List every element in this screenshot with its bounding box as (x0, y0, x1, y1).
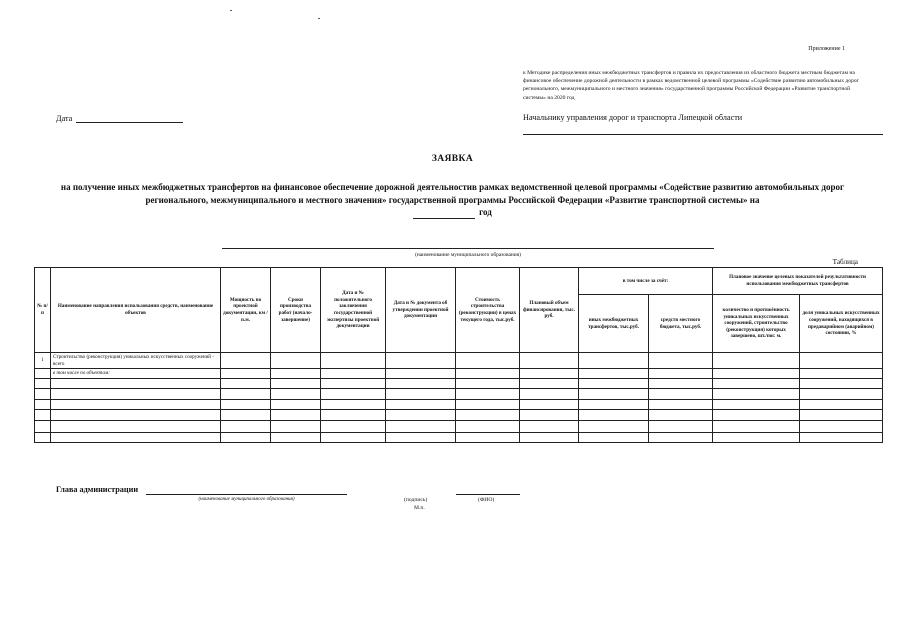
document-subtitle (30, 181, 875, 219)
table-cell[interactable] (51, 378, 221, 388)
row1-num: 1 (35, 353, 51, 369)
table-cell[interactable] (713, 399, 800, 409)
table-cell[interactable] (51, 388, 221, 399)
table-cell[interactable] (713, 369, 800, 379)
header-incl-local: средств местного бюджета, тыс.руб. (649, 295, 713, 353)
table-cell[interactable] (456, 388, 520, 399)
header-name: Наименование направления использования средств, наименование объектов (51, 268, 221, 353)
table-cell[interactable] (800, 388, 883, 399)
table-cell[interactable] (221, 378, 271, 388)
table-cell[interactable] (456, 409, 520, 420)
fio-line[interactable] (456, 494, 520, 495)
table-cell[interactable] (456, 353, 520, 369)
table-cell[interactable] (579, 388, 649, 399)
header-indicators-group: Плановое значение целевых показателей результативности использования межбюджетных трансфертов (713, 268, 883, 295)
table-cell[interactable] (579, 353, 649, 369)
table-cell[interactable] (456, 369, 520, 379)
table-cell[interactable] (520, 353, 579, 369)
date-label: Дата (56, 114, 73, 123)
signature-municipality-line[interactable] (146, 494, 347, 495)
addressee: Начальнику управления дорог и транспорта Липецкой области (523, 113, 743, 122)
table-cell[interactable] (271, 409, 321, 420)
table-cell[interactable] (800, 369, 883, 379)
table-cell[interactable] (713, 353, 800, 369)
header-terms: Сроки производства работ (начало-завершение) (271, 268, 321, 353)
table-cell[interactable] (713, 420, 800, 432)
table-cell[interactable] (649, 399, 713, 409)
table-cell[interactable] (800, 353, 883, 369)
table-cell[interactable] (321, 432, 386, 442)
table-cell[interactable] (520, 409, 579, 420)
row1-name: Строительство (реконструкция) уникальных искусственных сооружений - всего (51, 353, 221, 369)
date-field[interactable] (76, 114, 183, 123)
table-cell[interactable] (35, 399, 51, 409)
table-cell[interactable] (579, 409, 649, 420)
table-cell[interactable] (520, 432, 579, 442)
table-cell[interactable] (386, 378, 456, 388)
table-cell[interactable] (321, 399, 386, 409)
table-cell[interactable] (579, 432, 649, 442)
table-cell[interactable] (221, 409, 271, 420)
table-cell[interactable] (800, 420, 883, 432)
table-cell[interactable] (713, 432, 800, 442)
table-cell[interactable] (221, 369, 271, 379)
header-incl-group: в том числе за счёт: (579, 268, 713, 295)
table-cell[interactable] (386, 388, 456, 399)
table-cell[interactable] (713, 409, 800, 420)
table-cell[interactable] (35, 432, 51, 442)
table-cell[interactable] (456, 420, 520, 432)
table-cell[interactable] (271, 388, 321, 399)
table-cell[interactable] (520, 378, 579, 388)
table-cell[interactable] (221, 388, 271, 399)
row2-name: в том числе по объектам: (51, 369, 221, 379)
table-cell[interactable] (321, 369, 386, 379)
table-cell[interactable] (221, 420, 271, 432)
table-cell[interactable] (321, 420, 386, 432)
table-cell[interactable] (221, 353, 271, 369)
header-ind-share: доля уникальных искусственных сооружений, находящихся в предаварийном (аварийном) состоянии, % (800, 295, 883, 353)
table-cell[interactable] (713, 378, 800, 388)
table-cell[interactable] (386, 399, 456, 409)
table-cell[interactable] (649, 409, 713, 420)
header-expertise: Дата и № положительного заключения государственной экспертизы проектной документации (321, 268, 386, 353)
table-cell[interactable] (321, 353, 386, 369)
table-cell[interactable] (386, 353, 456, 369)
table-cell[interactable] (271, 420, 321, 432)
table-cell[interactable] (221, 432, 271, 442)
table-cell[interactable] (51, 432, 221, 442)
header-ind-quantity: количество и протяжённость уникальных искусственных сооружений, строительство (реконструкция) которых завершено, шт./пог. м. (713, 295, 800, 353)
table-cell[interactable] (35, 420, 51, 432)
table-cell[interactable] (649, 378, 713, 388)
table-cell[interactable] (35, 409, 51, 420)
table-cell[interactable] (321, 409, 386, 420)
table-cell[interactable] (649, 420, 713, 432)
table-cell[interactable] (579, 378, 649, 388)
table-cell[interactable] (51, 409, 221, 420)
municipality-line[interactable] (222, 248, 714, 249)
table-cell[interactable] (579, 420, 649, 432)
table-cell[interactable] (35, 378, 51, 388)
signature-caption: (наименование муниципального образования) (198, 497, 295, 502)
table-cell[interactable] (520, 388, 579, 399)
appendix-label: Приложение 1 (808, 46, 845, 52)
municipality-caption: (наименование муниципального образования) (415, 252, 521, 258)
table-cell[interactable] (579, 399, 649, 409)
table-cell[interactable] (800, 378, 883, 388)
stamp-place: М.п. (414, 505, 425, 511)
table-cell[interactable] (649, 353, 713, 369)
scan-speck (318, 18, 320, 19)
application-table (34, 267, 883, 443)
table-caption: Таблица (832, 258, 858, 266)
table-cell[interactable] (51, 420, 221, 432)
header-note: к Методике распределения иных межбюджетных трансфертов и правила их предоставления из областного бюджета местным бюджетам на финансовое обеспечение дорожной деятельности в рамках ведомственной целевой программы «Содействие развитию автомобильных дорог регионального, межмуниципального и местного значения» государственной программы Российской Федерации «Развитие транспортной системы» на 2020 год (523, 70, 859, 101)
addressee-line (523, 134, 883, 135)
table-cell[interactable] (713, 388, 800, 399)
table-cell[interactable] (271, 353, 321, 369)
header-financing: Плановый объем финансирования, тыс. руб. (520, 268, 579, 353)
table-cell[interactable] (271, 378, 321, 388)
table-cell[interactable] (579, 369, 649, 379)
date-row (56, 114, 183, 123)
document-title: ЗАЯВКА (431, 154, 474, 164)
table-cell[interactable] (321, 378, 386, 388)
table-cell[interactable] (800, 409, 883, 420)
header-num: № п/п (35, 268, 51, 353)
table-cell[interactable] (456, 399, 520, 409)
table-cell[interactable] (520, 420, 579, 432)
table-cell[interactable] (386, 432, 456, 442)
table-cell[interactable] (456, 432, 520, 442)
table-cell[interactable] (800, 432, 883, 442)
table-cell[interactable] (221, 399, 271, 409)
header-capacity: Мощность по проектной документации, км / п.м. (221, 268, 271, 353)
header-cost: Стоимость строительства (реконструкции) в ценах текущего года, тыс.руб. (456, 268, 520, 353)
table-cell[interactable] (800, 399, 883, 409)
fio-caption: (ФИО) (478, 497, 495, 503)
table-cell[interactable] (649, 388, 713, 399)
subtitle-year: год (479, 207, 492, 217)
header-approval: Дата и № документа об утверждении проектной документации (386, 268, 456, 353)
scan-speck (230, 10, 232, 11)
table-cell[interactable] (520, 399, 579, 409)
signature-sign-caption: (подпись) (404, 497, 428, 503)
table-cell[interactable] (386, 369, 456, 379)
table-cell[interactable] (386, 420, 456, 432)
table-cell[interactable] (51, 399, 221, 409)
signature-label: Глава администрации (56, 485, 139, 494)
table-cell[interactable] (271, 399, 321, 409)
table-cell[interactable] (271, 369, 321, 379)
year-field[interactable] (413, 209, 475, 219)
table-cell[interactable] (35, 369, 51, 379)
table-cell[interactable] (35, 388, 51, 399)
table-cell[interactable] (271, 432, 321, 442)
table-cell[interactable] (649, 432, 713, 442)
table-cell[interactable] (649, 369, 713, 379)
header-incl-transfers: иных межбюджетных трансфертов, тыс.руб. (579, 295, 649, 353)
table-cell[interactable] (321, 388, 386, 399)
table-cell[interactable] (456, 378, 520, 388)
subtitle-text: на получение иных межбюджетных трансфертов на финансовое обеспечение дорожной деятельностив рамках ведомственной целевой программы «Содействие развитию автомобильных дорог регионального, межмуниципального и местного значения» государственной программы Российской Федерации «Развитие транспортной системы» на (60, 182, 845, 205)
table-cell[interactable] (520, 369, 579, 379)
table-cell[interactable] (386, 409, 456, 420)
